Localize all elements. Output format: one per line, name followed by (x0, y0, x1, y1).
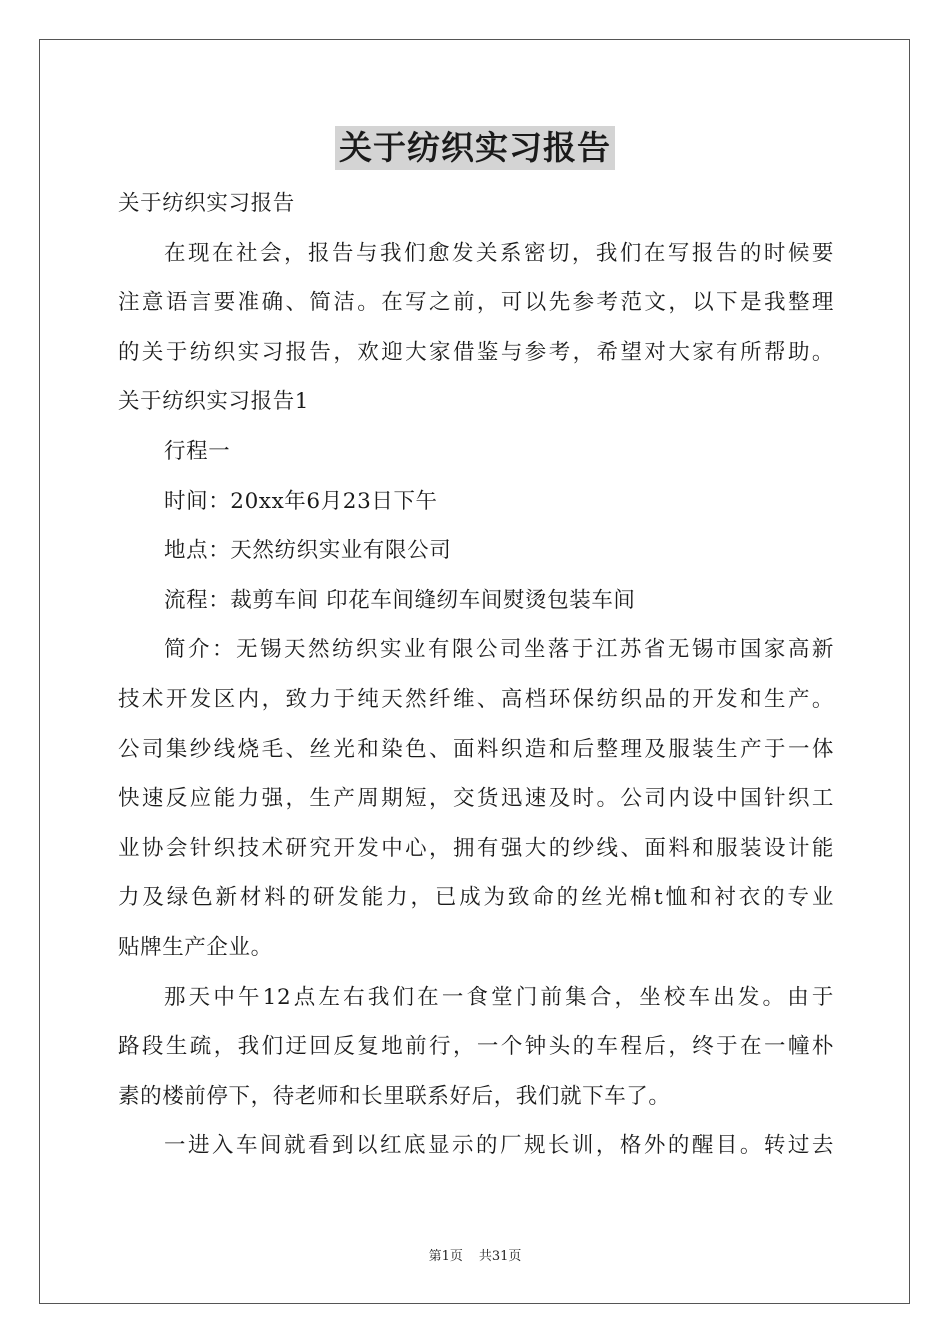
paragraph-line: 技术开发区内，致力于纯天然纤维、高档环保纺织品的开发和生产。 (118, 686, 834, 712)
paragraph-line: 业协会针织技术研究开发中心，拥有强大的纱线、面料和服装设计能 (118, 835, 834, 861)
subtitle-line: 关于纺织实习报告 (118, 191, 295, 216)
paragraph-line: 流程：裁剪车间 印花车间缝纫车间熨烫包装车间 (164, 587, 636, 613)
paragraph-line: 那天中午12点左右我们在一食堂门前集合，坐校车出发。由于 (164, 984, 834, 1010)
paragraph-line: 简介：无锡天然纺织实业有限公司坐落于江苏省无锡市国家高新 (164, 637, 834, 663)
paragraph-line: 行程一 (164, 438, 231, 464)
paragraph-line: 公司集纱线烧毛、丝光和染色、面料织造和后整理及服装生产于一体 (118, 736, 834, 762)
paragraph-line: 注意语言要准确、简洁。在写之前，可以先参考范文，以下是我整理 (118, 290, 834, 316)
page-total: 共31页 (478, 1249, 522, 1264)
paragraph-line: 一进入车间就看到以红底显示的厂规长训，格外的醒目。转过去 (164, 1133, 834, 1159)
section-heading: 关于纺织实习报告1 (118, 389, 310, 415)
document-body (118, 179, 834, 1171)
paragraph-line: 路段生疏，我们迂回反复地前行，一个钟头的车程后，终于在一幢朴 (118, 1034, 834, 1060)
title-area (0, 126, 950, 170)
paragraph-line: 的关于纺织实习报告，欢迎大家借鉴与参考，希望对大家有所帮助。 (118, 339, 834, 365)
paragraph-line: 贴牌生产企业。 (118, 934, 273, 960)
paragraph-line: 素的楼前停下，待老师和长里联系好后，我们就下车了。 (118, 1083, 671, 1109)
paragraph-line: 时间：20xx年6月23日下午 (164, 488, 438, 514)
paragraph-line: 在现在社会，报告与我们愈发关系密切，我们在写报告的时候要 (164, 240, 834, 266)
paragraph-line: 地点：天然纺织实业有限公司 (164, 538, 452, 564)
document-title: 关于纺织实习报告 (335, 126, 615, 170)
page-number: 第1页 (428, 1249, 463, 1264)
page-footer (0, 1248, 950, 1266)
paragraph-line: 力及绿色新材料的研发能力，已成为致命的丝光棉t恤和衬衣的专业 (118, 885, 834, 911)
paragraph-line: 快速反应能力强，生产周期短，交货迅速及时。公司内设中国针织工 (118, 786, 834, 812)
